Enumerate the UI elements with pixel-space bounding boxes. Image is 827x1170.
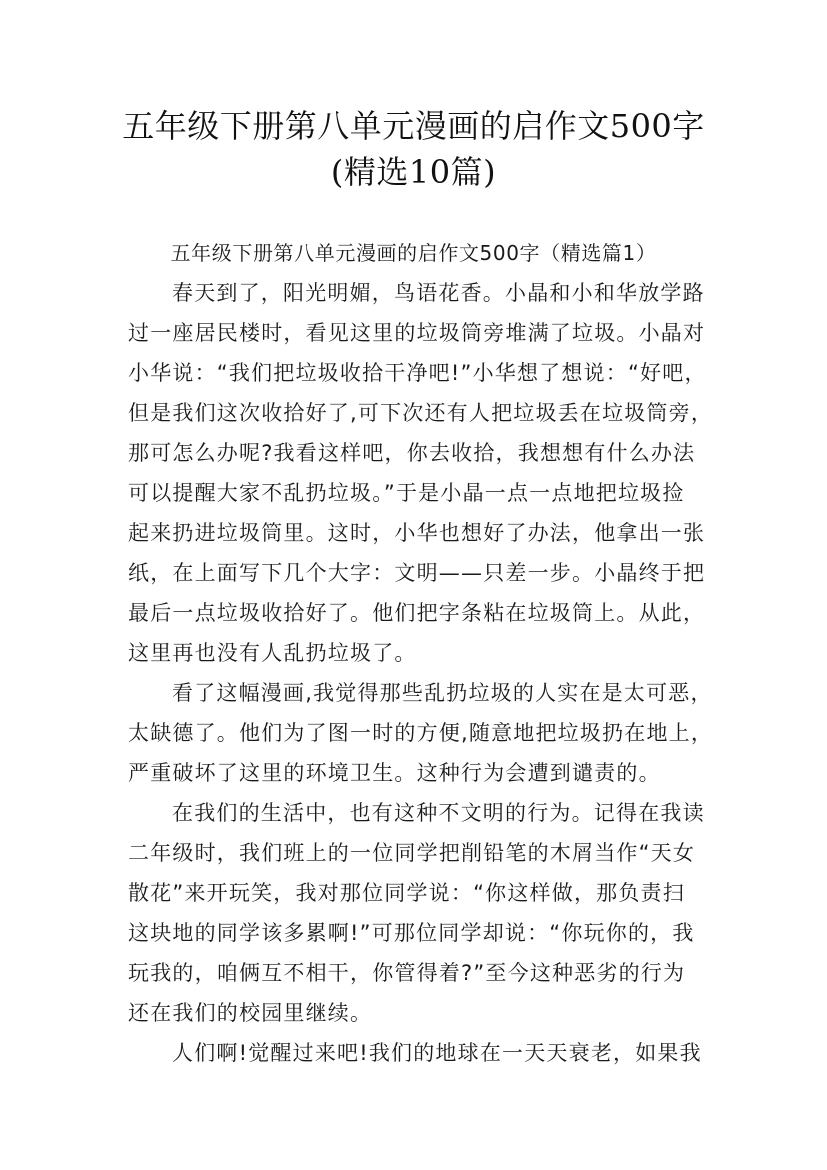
text-line: 二年级时，我们班上的一位同学把削铅笔的木屑当作“天女 [128, 841, 696, 865]
text-line: 纸，在上面写下几个大字：文明——只差一步。小晶终于把 [128, 561, 706, 585]
text-line: 在我们的生活中，也有这种不文明的行为。记得在我读 [172, 801, 705, 825]
document-title-line1: 五年级下册第八单元漫画的启作文500字 [122, 107, 705, 145]
text-line: 看了这幅漫画,我觉得那些乱扔垃圾的人实在是太可恶， [172, 681, 713, 705]
text-line: 最后一点垃圾收拾好了。他们把字条粘在垃圾筒上。从此， [128, 601, 706, 625]
text-line: 那可怎么办呢?我看这样吧，你去收拾，我想想有什么办法 [128, 441, 696, 465]
text-line: 但是我们这次收拾好了,可下次还有人把垃圾丢在垃圾筒旁， [128, 401, 714, 425]
text-line: 这块地的同学该多累啊!”可那位同学却说：“你玩你的，我 [128, 921, 695, 945]
text-line: 可以提醒大家不乱扔垃圾。”于是小晶一点一点地把垃圾捡 [128, 481, 685, 505]
text-line: 这里再也没有人乱扔垃圾了。 [128, 641, 417, 665]
text-line: 起来扔进垃圾筒里。这时，小华也想好了办法，他拿出一张 [128, 521, 706, 545]
text-line: 太缺德了。他们为了图一时的方便,随意地把垃圾扔在地上， [128, 721, 714, 745]
text-line: 小华说：“我们把垃圾收拾干净吧!”小华想了想说：“好吧， [128, 361, 707, 385]
text-line: 严重破坏了这里的环境卫生。这种行为会遭到谴责的。 [128, 761, 661, 785]
text-line: 还在我们的校园里继续。 [128, 1001, 373, 1025]
text-line: 过一座居民楼时，看见这里的垃圾筒旁堆满了垃圾。小晶对 [128, 321, 706, 345]
text-line: 人们啊!觉醒过来吧!我们的地球在一天天衰老，如果我 [172, 1041, 702, 1065]
document-title-line2: (精选10篇) [330, 153, 497, 191]
text-line: 春天到了，阳光明媚，鸟语花香。小晶和小和华放学路 [172, 281, 705, 305]
text-line: 散花”来开玩笑，我对那位同学说：“你这样做，那负责扫 [128, 881, 685, 905]
section-heading: 五年级下册第八单元漫画的启作文500字（精选篇1） [170, 241, 657, 265]
text-line: 玩我的，咱俩互不相干，你管得着?”至今这种恶劣的行为 [128, 961, 686, 985]
